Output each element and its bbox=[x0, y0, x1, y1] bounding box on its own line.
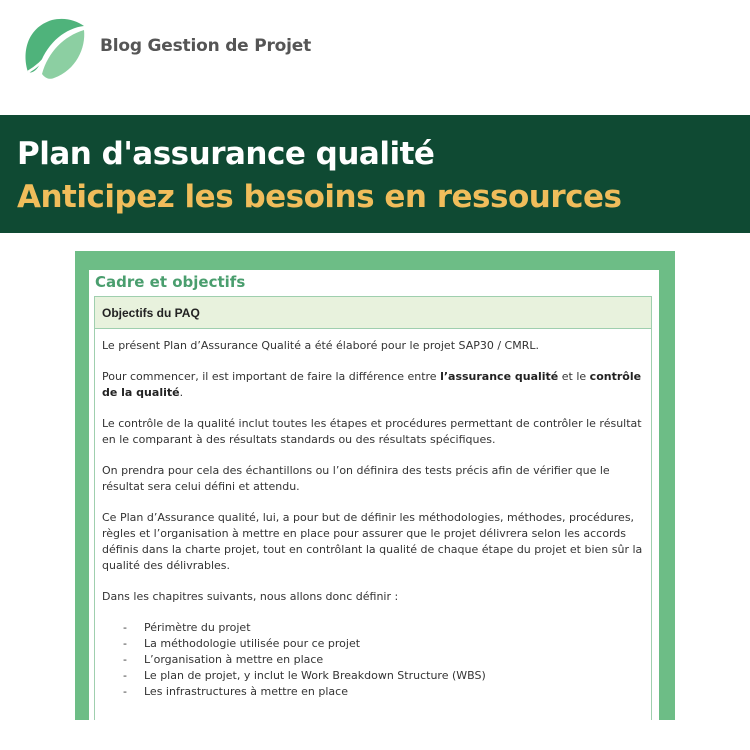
brand-name[interactable]: Blog Gestion de Projet bbox=[100, 36, 312, 56]
paragraph-plan: Ce Plan d’Assurance qualité, lui, a pour but de définir les méthodologies, méthodes, procédures, règles et l’organisation à mettre en place pour assurer que le projet délivrera selon les accords définis dans la charte projet, tout en contrôlant la qualité de chaque étape du projet et bien sûr la qualité des délivrables. bbox=[102, 511, 643, 572]
paragraph-difference-end: . bbox=[179, 386, 184, 399]
chapters-list bbox=[102, 620, 643, 700]
list-item-text: La méthodologie utilisée pour ce projet bbox=[144, 637, 361, 650]
list-item-text: L’organisation à mettre en place bbox=[144, 653, 324, 666]
list-item-text: Le plan de projet, y inclut le Work Breakdown Structure (WBS) bbox=[144, 669, 486, 682]
list-bullet: - bbox=[123, 669, 127, 682]
leaf-logo-icon[interactable] bbox=[18, 14, 88, 84]
paragraph-difference-text: Pour commencer, il est important de faire la différence entre bbox=[102, 370, 441, 383]
title-banner bbox=[0, 115, 750, 233]
objectives-table bbox=[94, 296, 652, 720]
list-item bbox=[123, 684, 643, 700]
section-title: Cadre et objectifs bbox=[95, 273, 246, 291]
list-bullet: - bbox=[123, 621, 127, 634]
banner-subtitle: Anticipez les besoins en ressources bbox=[17, 179, 622, 215]
list-bullet: - bbox=[123, 685, 127, 698]
list-bullet: - bbox=[123, 653, 127, 666]
emphasis-assurance-qualite: l’assurance qualité bbox=[440, 370, 559, 383]
paragraph-chapitres: Dans les chapitres suivants, nous allons donc définir : bbox=[102, 590, 399, 603]
paragraph-controle: Le contrôle de la qualité inclut toutes les étapes et procédures permettant de contrôler le résultat en le comparant à des résultats standards ou des résultats spécifiques. bbox=[102, 417, 642, 446]
list-item-text: Les infrastructures à mettre en place bbox=[144, 685, 348, 698]
paragraph-difference-connector: et le bbox=[558, 370, 590, 383]
paragraph-echantillons: On prendra pour cela des échantillons ou l’on définira des tests précis afin de vérifier que le résultat sera celui défini et attendu. bbox=[102, 464, 610, 493]
list-item bbox=[123, 652, 643, 668]
paragraph-difference bbox=[102, 369, 643, 401]
banner-title: Plan d'assurance qualité bbox=[17, 136, 435, 172]
emphasis-controle-qualite: contrôle de la qualité bbox=[102, 370, 642, 399]
list-item bbox=[123, 636, 643, 652]
table-body bbox=[95, 329, 651, 700]
list-item bbox=[123, 620, 643, 636]
list-item-text: Périmètre du projet bbox=[144, 621, 251, 634]
document-preview bbox=[89, 270, 659, 720]
paragraph-intro: Le présent Plan d’Assurance Qualité a été élaboré pour le projet SAP30 / CMRL. bbox=[102, 339, 539, 352]
list-item bbox=[123, 668, 643, 684]
site-header bbox=[0, 0, 750, 115]
list-bullet: - bbox=[123, 637, 127, 650]
table-header: Objectifs du PAQ bbox=[95, 297, 651, 329]
